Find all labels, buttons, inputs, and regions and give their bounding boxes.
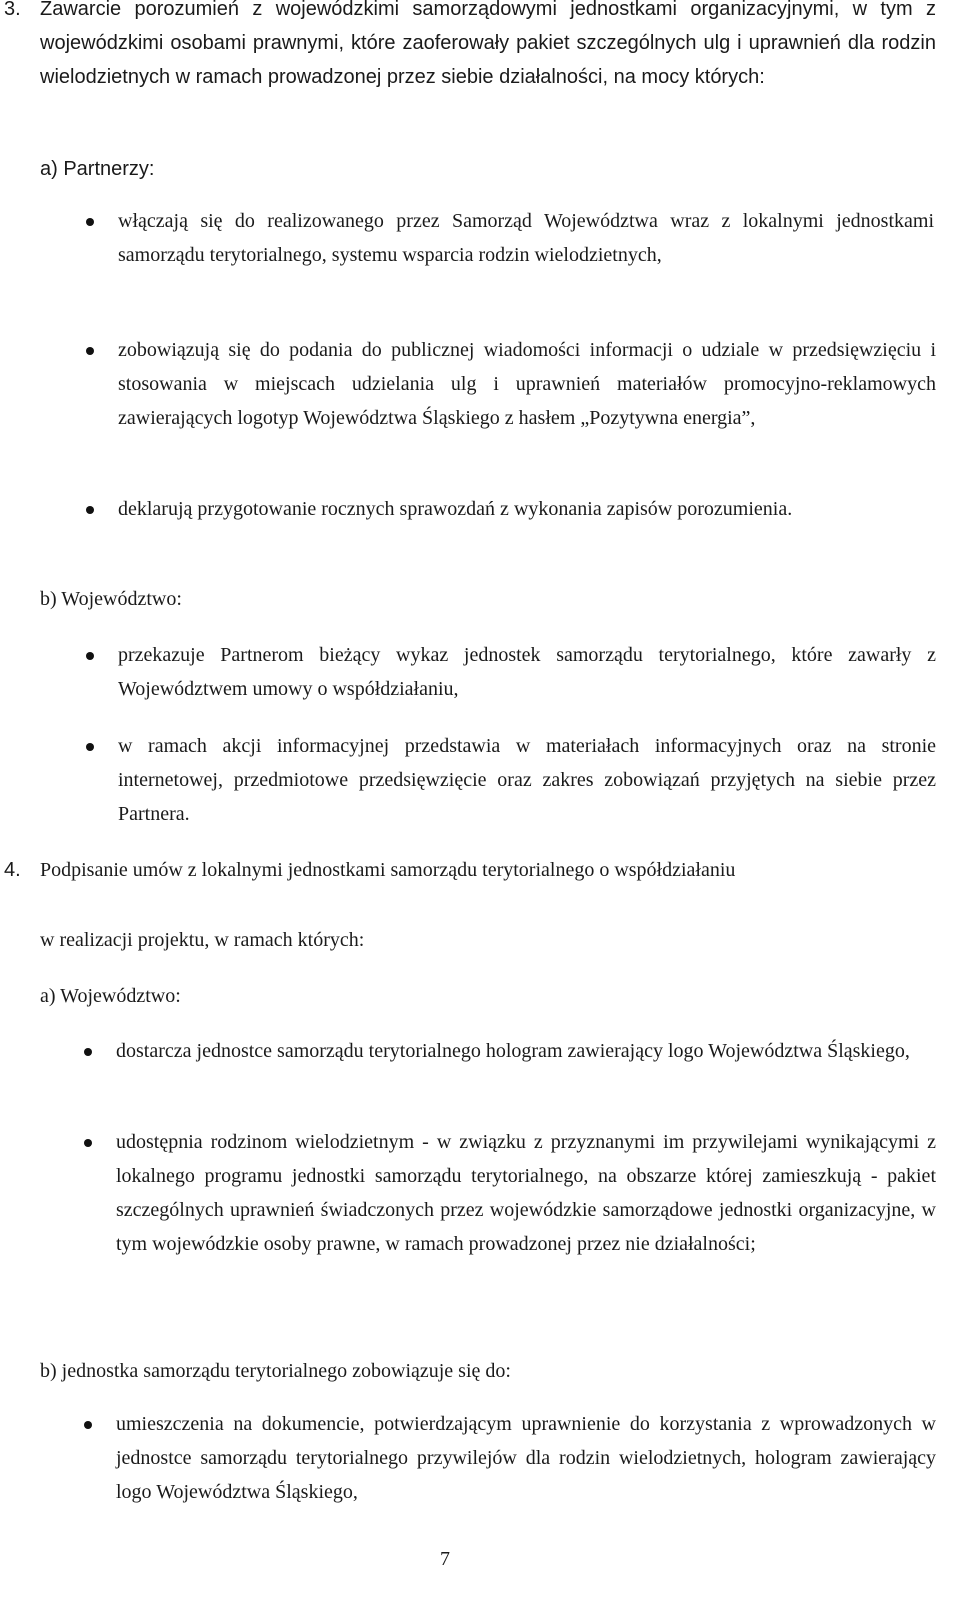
section-3-b-label: b) Województwo:: [40, 588, 182, 610]
bullet-icon: [84, 1139, 92, 1147]
bullet-icon: [86, 743, 94, 751]
section-4-b-label: b) jednostka samorządu terytorialnego zobowiązuje się do:: [40, 1360, 511, 1382]
section-4-intro-line2: w realizacji projektu, w ramach których:: [40, 929, 365, 951]
list-item: dostarcza jednostce samorządu terytorialnego hologram zawierający logo Województwa Śląskiego,: [116, 1040, 910, 1062]
list-item: przekazuje Partnerom bieżący wykaz jednostek samorządu terytorialnego, które zawarły z Województwem umowy o współdziałaniu,: [118, 644, 936, 700]
list-item: umieszczenia na dokumencie, potwierdzającym uprawnienie do korzystania z wprowadzonych w jednostce samorządu terytorialnego przywilejów dla rodzin wielodzietnych, hologram zawierający logo Województwa Śląskiego,: [116, 1413, 936, 1503]
bullet-icon: [86, 218, 94, 226]
section-4-a-label: a) Województwo:: [40, 985, 181, 1007]
section-4-number: 4.: [4, 859, 21, 881]
section-4-intro-line1: Podpisanie umów z lokalnymi jednostkami samorządu terytorialnego o współdziałaniu: [40, 859, 736, 881]
list-item: w ramach akcji informacyjnej przedstawia w materiałach informacyjnych oraz na stronie internetowej, przedmiotowe przedsięwzięcie oraz zakres zobowiązań przyjętych na siebie przez Partnera.: [118, 735, 936, 825]
bullet-icon: [86, 506, 94, 514]
list-item: zobowiązują się do podania do publicznej wiadomości informacji o udziale w przedsięwzięciu i stosowania w miejscach udzielania ulg i uprawnień materiałów promocyjno-reklamowych zawierających logotyp Województwa Śląskiego z hasłem „Pozytywna energia”,: [118, 339, 936, 429]
section-3-a-label: a) Partnerzy:: [40, 158, 155, 180]
section-3-number: 3.: [4, 0, 21, 20]
bullet-icon: [86, 347, 94, 355]
list-item: włączają się do realizowanego przez Samorząd Województwa wraz z lokalnymi jednostkami samorządu terytorialnego, systemu wsparcia rodzin wielodzietnych,: [118, 210, 934, 266]
bullet-icon: [84, 1048, 92, 1056]
bullet-icon: [86, 652, 94, 660]
bullet-icon: [84, 1421, 92, 1429]
list-item: udostępnia rodzinom wielodzietnym - w związku z przyznanymi im przywilejami wynikającymi z lokalnego programu jednostki samorządu terytorialnego, na obszarze której zamieszkują - pakiet szczególnych uprawnień świadczonych przez wojewódzkie samorządowe jednostki organizacyjne, w tym wojewódzkie osoby prawne, w ramach prowadzonej przez nie działalności;: [116, 1131, 936, 1255]
page-number: 7: [440, 1548, 450, 1570]
list-item: deklarują przygotowanie rocznych sprawozdań z wykonania zapisów porozumienia.: [118, 498, 793, 520]
section-3-intro: Zawarcie porozumień z wojewódzkimi samorządowymi jednostkami organizacyjnymi, w tym z wojewódzkimi osobami prawnymi, które zaoferowały pakiet szczególnych ulg i uprawnień dla rodzin wielodzietnych w ramach prowadzonej przez siebie działalności, na mocy których:: [40, 0, 936, 88]
